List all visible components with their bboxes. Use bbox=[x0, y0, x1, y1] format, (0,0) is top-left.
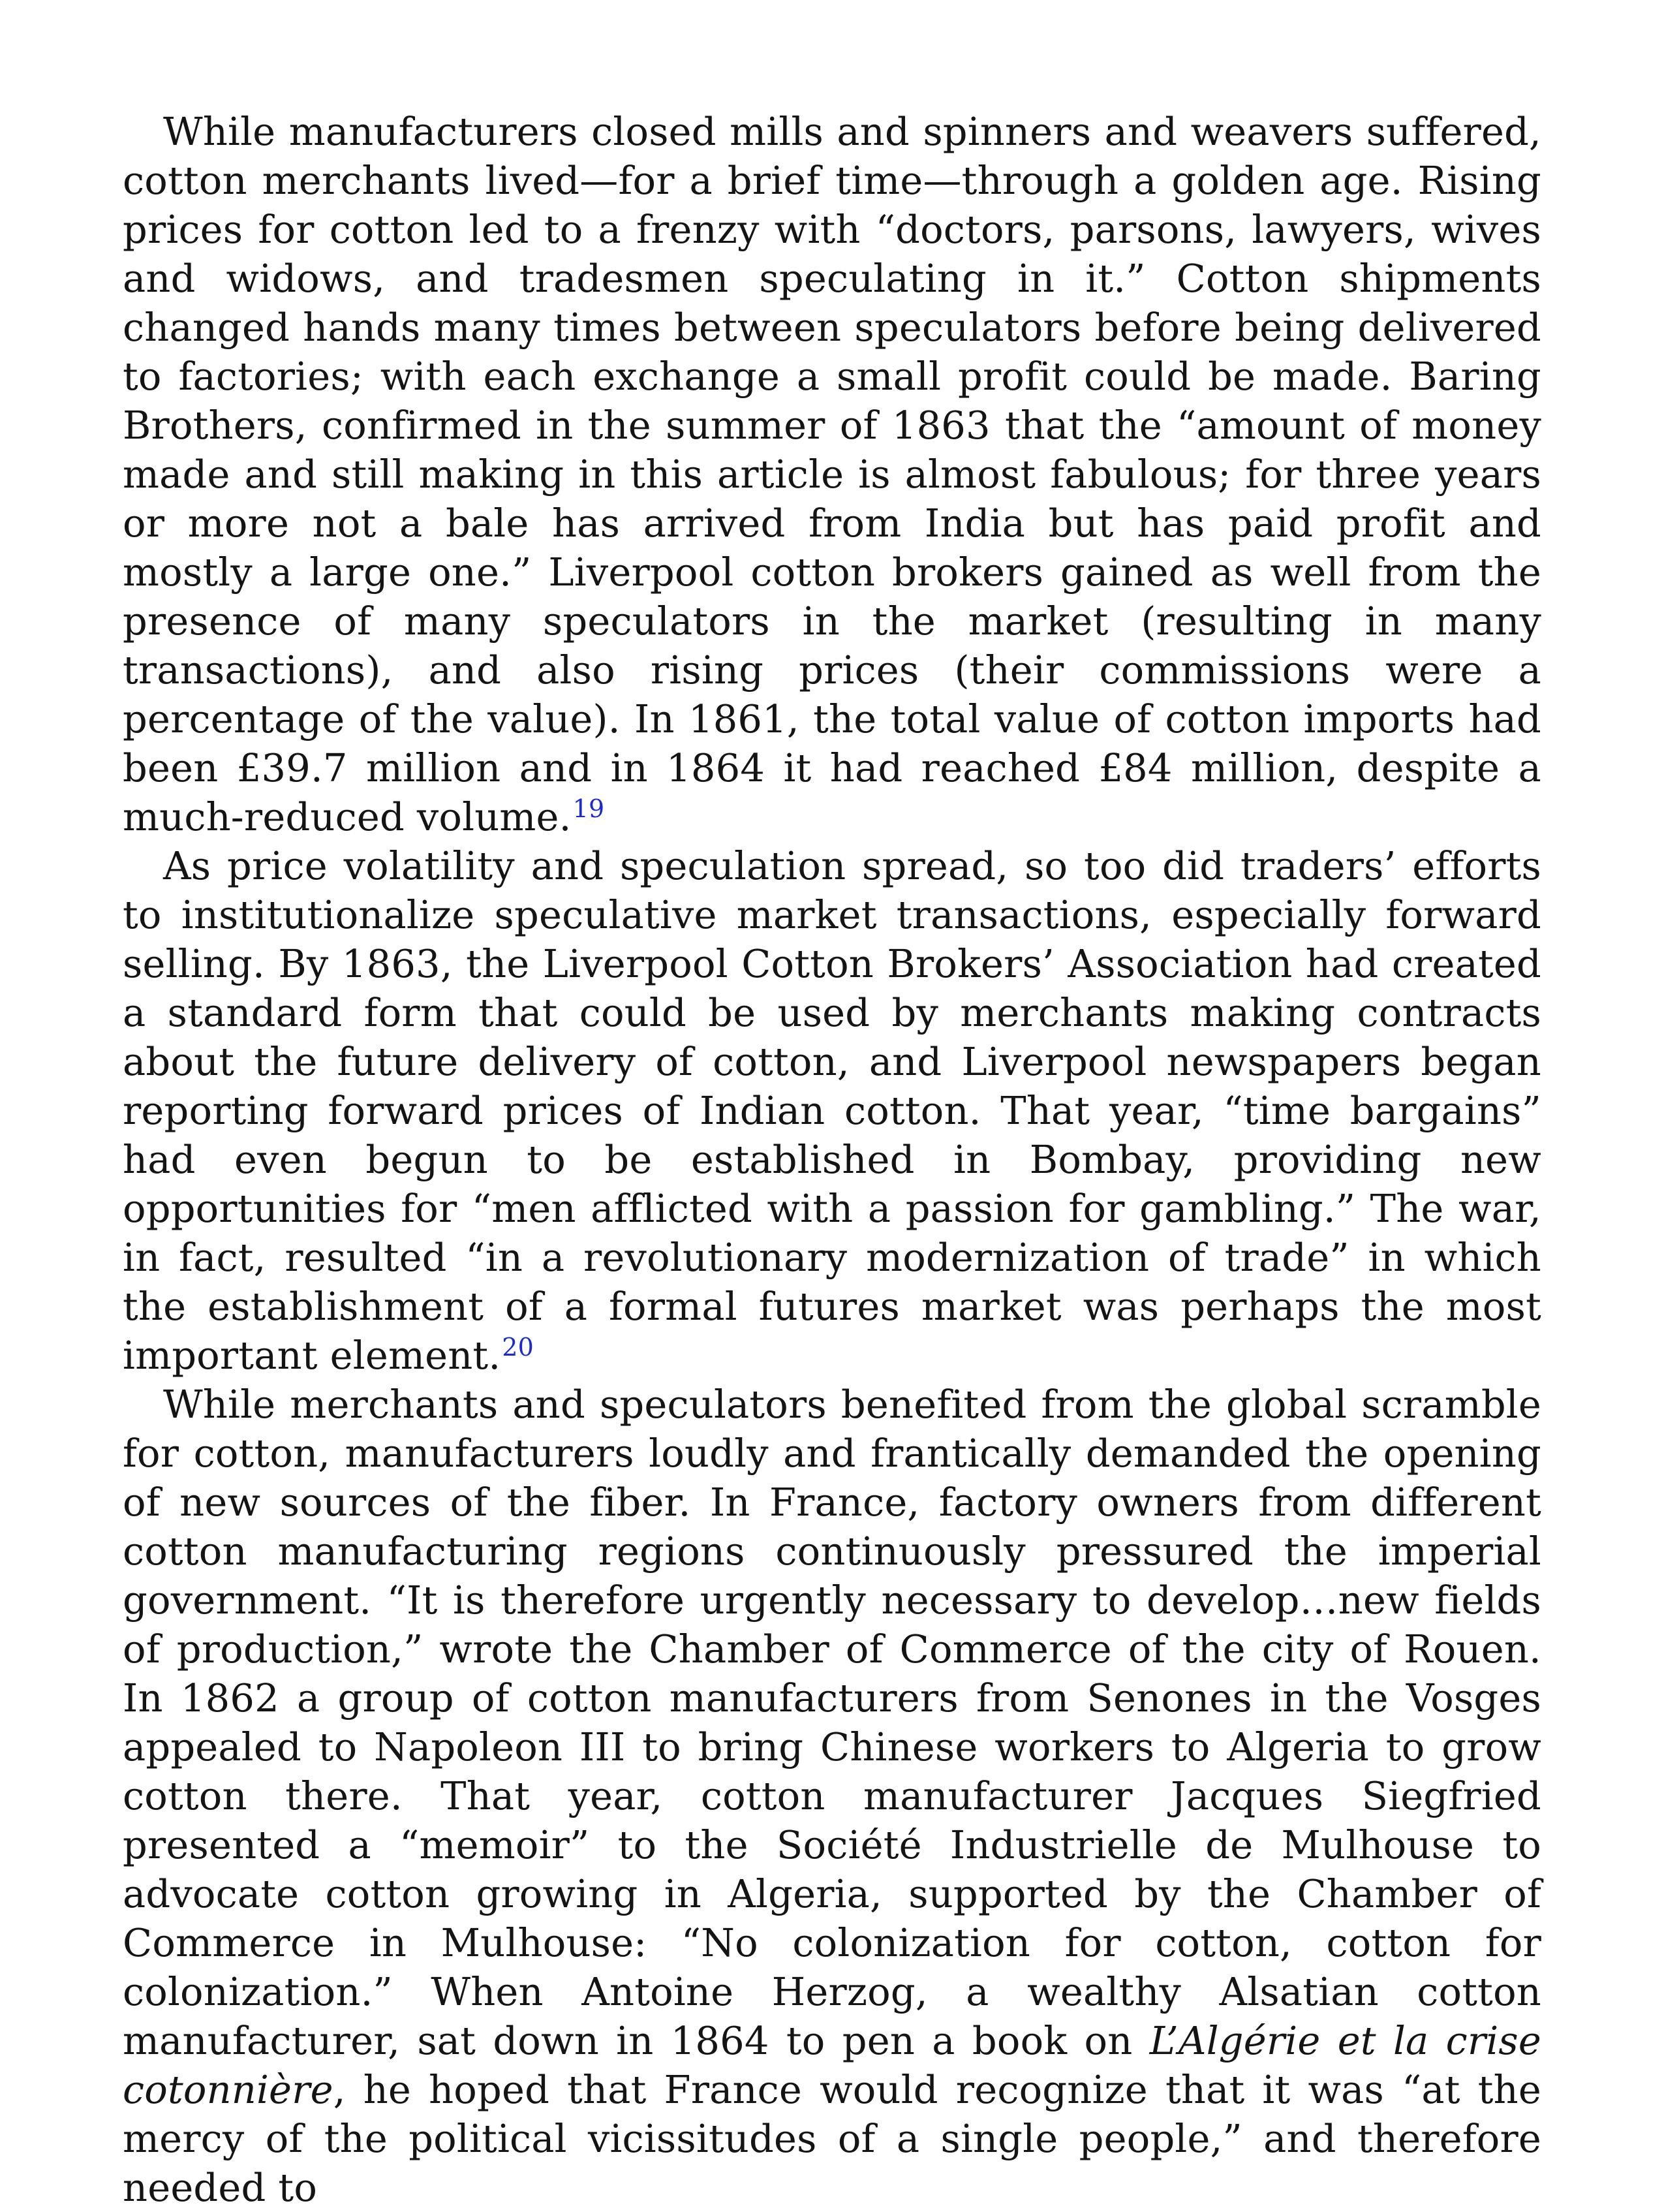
paragraph-text: While manufacturers closed mills and spinners and weavers suffered, cotton merchants lived—for a brief time—through a golden age. Rising prices for cotton led to a frenzy with “doctors, parsons, lawyers, wives and widows, and tradesmen speculating in it.” Cotton shipments changed hands many times between speculators before being delivered to factories; with each exchange a small profit could be made. Baring Brothers, confirmed in the summer of 1863 that the “amount of money made and still making in this article is almost fabulous; for three years or more not a bale has arrived from India but has paid profit and mostly a large one.” Liverpool cotton brokers gained as well from the presence of many speculators in the market (resulting in many transactions), and also rising prices (their commissions were a percentage of the value). In 1861, the total value of cotton imports had been £39.7 million and in 1864 it had reached £84 million, despite a much-reduced volume. bbox=[123, 109, 1541, 839]
paragraph-text-continued: , he hoped that France would recognize that it was “at the mercy of the political vicissitudes of a single people,” and therefore needed to bbox=[123, 2067, 1541, 2210]
paragraph-new-sources bbox=[123, 1380, 1541, 2212]
footnote-ref-20[interactable]: 20 bbox=[502, 1333, 534, 1362]
book-title-italic: L’Algérie et la crise cotonnière bbox=[123, 2018, 1541, 2112]
paragraph-forward-selling bbox=[123, 841, 1541, 1380]
paragraph-golden-age bbox=[123, 107, 1541, 841]
paragraph-text: While merchants and speculators benefited from the global scramble for cotton, manufacturers loudly and frantically demanded the opening of new sources of the fiber. In France, factory owners from different cotton manufacturing regions continuously pressured the imperial government. “It is therefore urgently necessary to develop…new fields of production,” wrote the Chamber of Commerce of the city of Rouen. In 1862 a group of cotton manufacturers from Senones in the Vosges appealed to Napoleon III to bring Chinese workers to Algeria to grow cotton there. That year, cotton manufacturer Jacques Siegfried presented a “memoir” to the Société Industrielle de Mulhouse to advocate cotton growing in Algeria, supported by the Chamber of Commerce in Mulhouse: “No colonization for cotton, cotton for colonization.” When Antoine Herzog, a wealthy Alsatian cotton manufacturer, sat down in 1864 to pen a book on bbox=[123, 1382, 1541, 2063]
paragraph-text: As price volatility and speculation spread, so too did traders’ efforts to institutionalize speculative market transactions, especially forward selling. By 1863, the Liverpool Cotton Brokers’ Association had created a standard form that could be used by merchants making contracts about the future delivery of cotton, and Liverpool newspapers began reporting forward prices of Indian cotton. That year, “time bargains” had even begun to be established in Bombay, providing new opportunities for “men afflicted with a passion for gambling.” The war, in fact, resulted “in a revolutionary modernization of trade” in which the establishment of a formal futures market was perhaps the most important element. bbox=[123, 843, 1541, 1378]
footnote-ref-19[interactable]: 19 bbox=[572, 794, 605, 823]
book-page-text bbox=[123, 107, 1541, 2212]
